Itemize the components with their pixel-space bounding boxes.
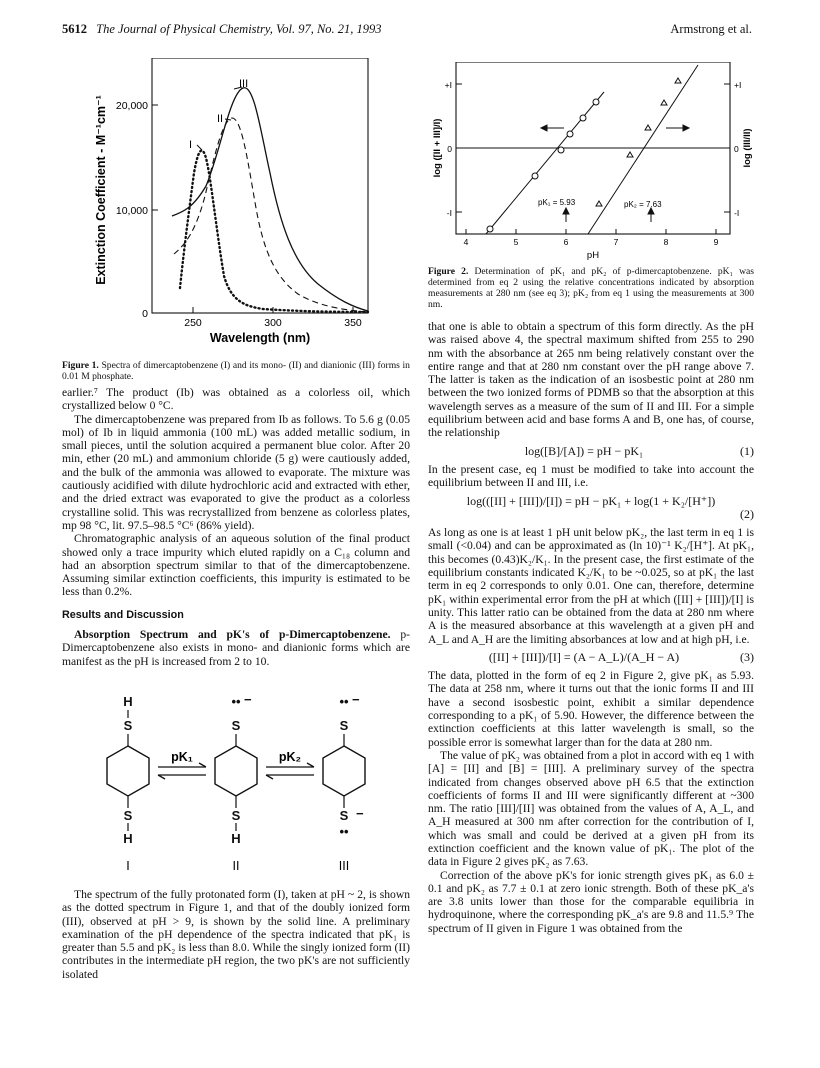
fig2-caption-text: Determination of pK₁ and pK₂ of p-dimercaptobenzene. pK₁ was determined from eq 2 using the relative concentrations indicated by absorption measurements at 280 nm (see eq 3); pK₂ from eq 1 using the measurements at 300 nm. <box>428 266 754 310</box>
fig2-ylabel-right: log (III/II) <box>742 128 753 168</box>
figure-2 <box>428 62 758 272</box>
fig2-xtick-6: 6 <box>563 237 569 247</box>
svg-text:H: H <box>123 831 133 846</box>
equation-2-body: log(([II] + [III])/[I]) = pH − pK₁ + log(1 + K₂/[H⁺]) <box>466 493 716 508</box>
figure-2-caption <box>428 266 754 310</box>
left-column-text-top <box>62 386 410 668</box>
fig2-ytick-right-0: 0 <box>734 144 739 154</box>
scheme-label-II: II <box>232 859 240 873</box>
page-header <box>62 22 752 40</box>
paragraph: In the present case, eq 1 must be modified to take into account the equilibrium between II and III, i.e. <box>428 462 754 490</box>
figure-1-caption <box>62 360 410 382</box>
svg-text:S: S <box>231 808 241 823</box>
svg-text:H: H <box>123 694 133 709</box>
svg-text:••: •• <box>231 694 241 709</box>
equation-1-number: (1) <box>740 443 754 458</box>
equation-1 <box>428 445 754 458</box>
journal-title: The Journal of Physical Chemistry, Vol. 97, No. 21, 1993 <box>96 22 382 36</box>
fig1-xtick-250: 250 <box>184 317 202 329</box>
fig2-xtick-9: 9 <box>713 237 719 247</box>
fig2-xtick-5: 5 <box>513 237 519 247</box>
right-column-text <box>428 320 754 935</box>
page-number: 5612 <box>62 22 87 36</box>
paragraph: earlier.⁷ The product (Ib) was obtained as a colorless oil, which crystallized below 0 °C. <box>62 386 410 413</box>
fig1-curve-I <box>180 151 368 312</box>
scheme-label-III: III <box>338 859 350 873</box>
svg-text:−: − <box>356 806 364 821</box>
svg-text:S: S <box>339 808 349 823</box>
equation-3 <box>428 651 754 664</box>
fig1-caption-text: Spectra of dimercaptobenzene (I) and its mono- (II) and dianionic (III) forms in 0.01 M phosphate. <box>62 360 410 382</box>
fig1-label-III: III <box>239 78 249 90</box>
svg-text:S: S <box>123 808 133 823</box>
svg-text:S: S <box>339 718 349 733</box>
chemical-scheme <box>92 692 402 874</box>
paragraph: Chromatographic analysis of an aqueous solution of the final product showed only a trace impurity which eluted rapidly on a C₁₈ column and had an absorption spectrum similar to that of the dimercaptobenzene. Assuming similar extinction coefficients, this impurity is estimated to be less than 0.2%. <box>62 532 410 599</box>
paragraph: The value of pK₂ was obtained from a plot in accord with eq 1 with [A] = [II] and [B] = [III]. A preliminary survey of the spectra indicated from changes observed above pH 6.5 that the extinction coefficients of forms II and III were significantly different at ~300 nm. The ratio [III]/[II] was obtained from the values of A, A_L, and A_H measured at 300 nm after correction for the contribution of I, which was small and could be derived at a given pH from its extinction coefficient and the known value of pK₁. The plot of the data in Figure 2 gives pK₂ as 7.63. <box>428 748 754 869</box>
paragraph: As long as one is at least 1 pH unit below pK₂, the last term in eq 1 is small (<0.04) and can be approximated as (ln 10)⁻¹ K₂/[H⁺]. At pK₁, this becomes (0.43)K₂/K₁. In the present case, the first estimate of the equilibrium constants indicated K₂/K₁ to be ~0.025, so at pK₁ the last term in eq 2 corresponds to only 0.01. One can, therefore, determine pK₁ within experimental error from the pH at which ([II] + [III])/[I] is unity. This latter ratio can be obtained from the data at 280 nm where A is the measured absorbance at this wavelength at a given pH and A_L and A_H are the limiting absorbances at low and at high pH, i.e. <box>428 526 754 646</box>
svg-text:−: − <box>244 692 252 707</box>
fig2-ytick-left-0: 0 <box>447 144 452 154</box>
fig1-ytick-20000: 20,000 <box>115 100 148 112</box>
fig1-xlabel: Wavelength (nm) <box>209 331 311 345</box>
fig1-curve-II <box>174 118 368 312</box>
scheme-label-I: I <box>126 859 130 873</box>
fig2-ytick-left-minus1: -I <box>446 208 452 218</box>
section-heading: Results and Discussion <box>62 608 184 621</box>
fig2-pk1-fit-line <box>486 92 604 234</box>
equation-3-number: (3) <box>740 649 754 664</box>
fig1-ylabel: Extinction Coefficient - M⁻¹cm⁻¹ <box>94 95 108 285</box>
fig2-ylabel-left: log ([II + III]/I) <box>432 118 443 178</box>
figure-1 <box>88 58 413 358</box>
equation-2-number: (2) <box>740 506 754 521</box>
svg-text:S: S <box>231 718 241 733</box>
svg-text:••: •• <box>339 694 349 709</box>
fig2-pk1-label: pK₁ = 5.93 <box>538 198 576 207</box>
fig2-ytick-right-minus1: -I <box>734 208 740 218</box>
left-column-text-bottom <box>62 888 410 981</box>
fig1-ytick-0: 0 <box>142 308 148 320</box>
svg-text:H: H <box>231 831 241 846</box>
fig1-label-II: II <box>217 113 224 125</box>
fig1-ytick-10000: 10,000 <box>115 205 148 217</box>
paragraph: that one is able to obtain a spectrum of this form directly. As the pH was raised above 4, the spectral maximum shifted from 255 to 290 nm with the absorbance at 265 nm being relatively constant over the entire range and that at 280 nm constant over the pH range above 7. The latter is taken as the indication of an isosbestic point at 280 nm between the two ionized forms of PDMB so that the absorption at this wavelength serves as a measure of the sum of II and III. For a simple equilibrium between acid and base forms A and B, one has, of course, the relationship <box>428 320 754 440</box>
paragraph: The dimercaptobenzene was prepared from Ib as follows. To 5.6 g (0.05 mol) of Ib in liquid ammonia (100 mL) was added metallic sodium, in small pieces, until the solution acquired a permanent blue color. After 20 min, ether (20 mL) and ammonium chloride (5 g) were cautiously added, and the bulk of the ammonia was allowed to evaporate. The mixture was cautiously acidified with dilute hydrochloric acid and extracted with ether, and the dried extract was evaporated to give the product as a colorless crystalline solid. This was recrystallized from benzene as colorless plates, mp 98 °C, lit. 97.5–98.5 °C⁶ (86% yield). <box>62 412 410 532</box>
fig2-xtick-4: 4 <box>463 237 469 247</box>
fig1-caption-label: Figure 1. <box>62 360 99 371</box>
fig2-caption-label: Figure 2. <box>428 266 469 277</box>
paragraph: The data, plotted in the form of eq 2 in Figure 2, give pK₁ as 5.93. The data at 258 nm, where it turns out that the ionic forms II and III have a second isosbestic point, exhibit a similar dependence corresponding to a pK₁ of 5.90. However, the difference between the extinction coefficients at this latter wavelength is small, so the possible error is somewhat larger than for the data at 280 nm. <box>428 669 754 749</box>
fig2-ytick-left-plus1: +I <box>444 80 452 90</box>
fig2-pk2-label: pK₂ = 7.63 <box>624 200 662 209</box>
equation-1-body: log([B]/[A]) = pH − pK₁ <box>524 443 644 458</box>
equation-3-body: ([II] + [III])/[I] = (A − A_L)/(A_H − A) <box>488 649 680 664</box>
paragraph: Correction of the above pK's for ionic strength gives pK₁ as 6.0 ± 0.1 and pK₂ as 7.7 ± 0.1 at zero ionic strength. Both of these pK_a's are 3.8 units lower than those for the comparable equilibria in hydroquinone, where the corresponding pK_a's are 9.8 and 11.5.⁹ The spectrum of II given in Figure 1 was obtained from the <box>428 868 754 935</box>
fig1-curve-III <box>172 88 368 311</box>
svg-text:S: S <box>123 718 133 733</box>
fig2-pk2-points <box>596 78 681 206</box>
scheme-pk2: pK₂ <box>278 750 302 764</box>
fig2-xlabel: pH <box>586 250 600 261</box>
fig2-xtick-8: 8 <box>663 237 669 247</box>
fig1-label-I: I <box>189 139 193 151</box>
paragraph-body: p-Dimercaptobenzene also exists in mono- and dianionic forms which are manifest as the pH is increased from 2 to 10. <box>62 628 410 668</box>
figure-1-frame <box>152 58 368 313</box>
paragraph: The spectrum of the fully protonated form (I), taken at pH ~ 2, is shown as the dotted spectrum in Figure 1, and that of the doubly ionized form (III), observed at pH > 9, is shown by the solid line. A preliminary examination of the pH dependence of the spectra indicated that pK₁ is greater than 5.5 and pK₂ is less than 8.0. While the singly ionized form (II) contributes in the intermediate pH region, the two pK's are not sufficiently isolated <box>62 888 410 981</box>
fig1-xtick-300: 300 <box>264 317 282 329</box>
fig1-xtick-350: 350 <box>344 317 362 329</box>
svg-text:••: •• <box>339 824 349 839</box>
running-authors: Armstrong et al. <box>670 22 752 36</box>
svg-text:−: − <box>352 692 360 707</box>
scheme-pk1: pK₁ <box>171 750 193 764</box>
run-in-heading: Absorption Spectrum and pK's of p-Dimercaptobenzene. <box>74 628 391 642</box>
equation-2 <box>428 495 754 522</box>
fig2-ytick-right-plus1: +I <box>734 80 742 90</box>
fig2-xtick-7: 7 <box>613 237 619 247</box>
paragraph <box>62 628 410 668</box>
